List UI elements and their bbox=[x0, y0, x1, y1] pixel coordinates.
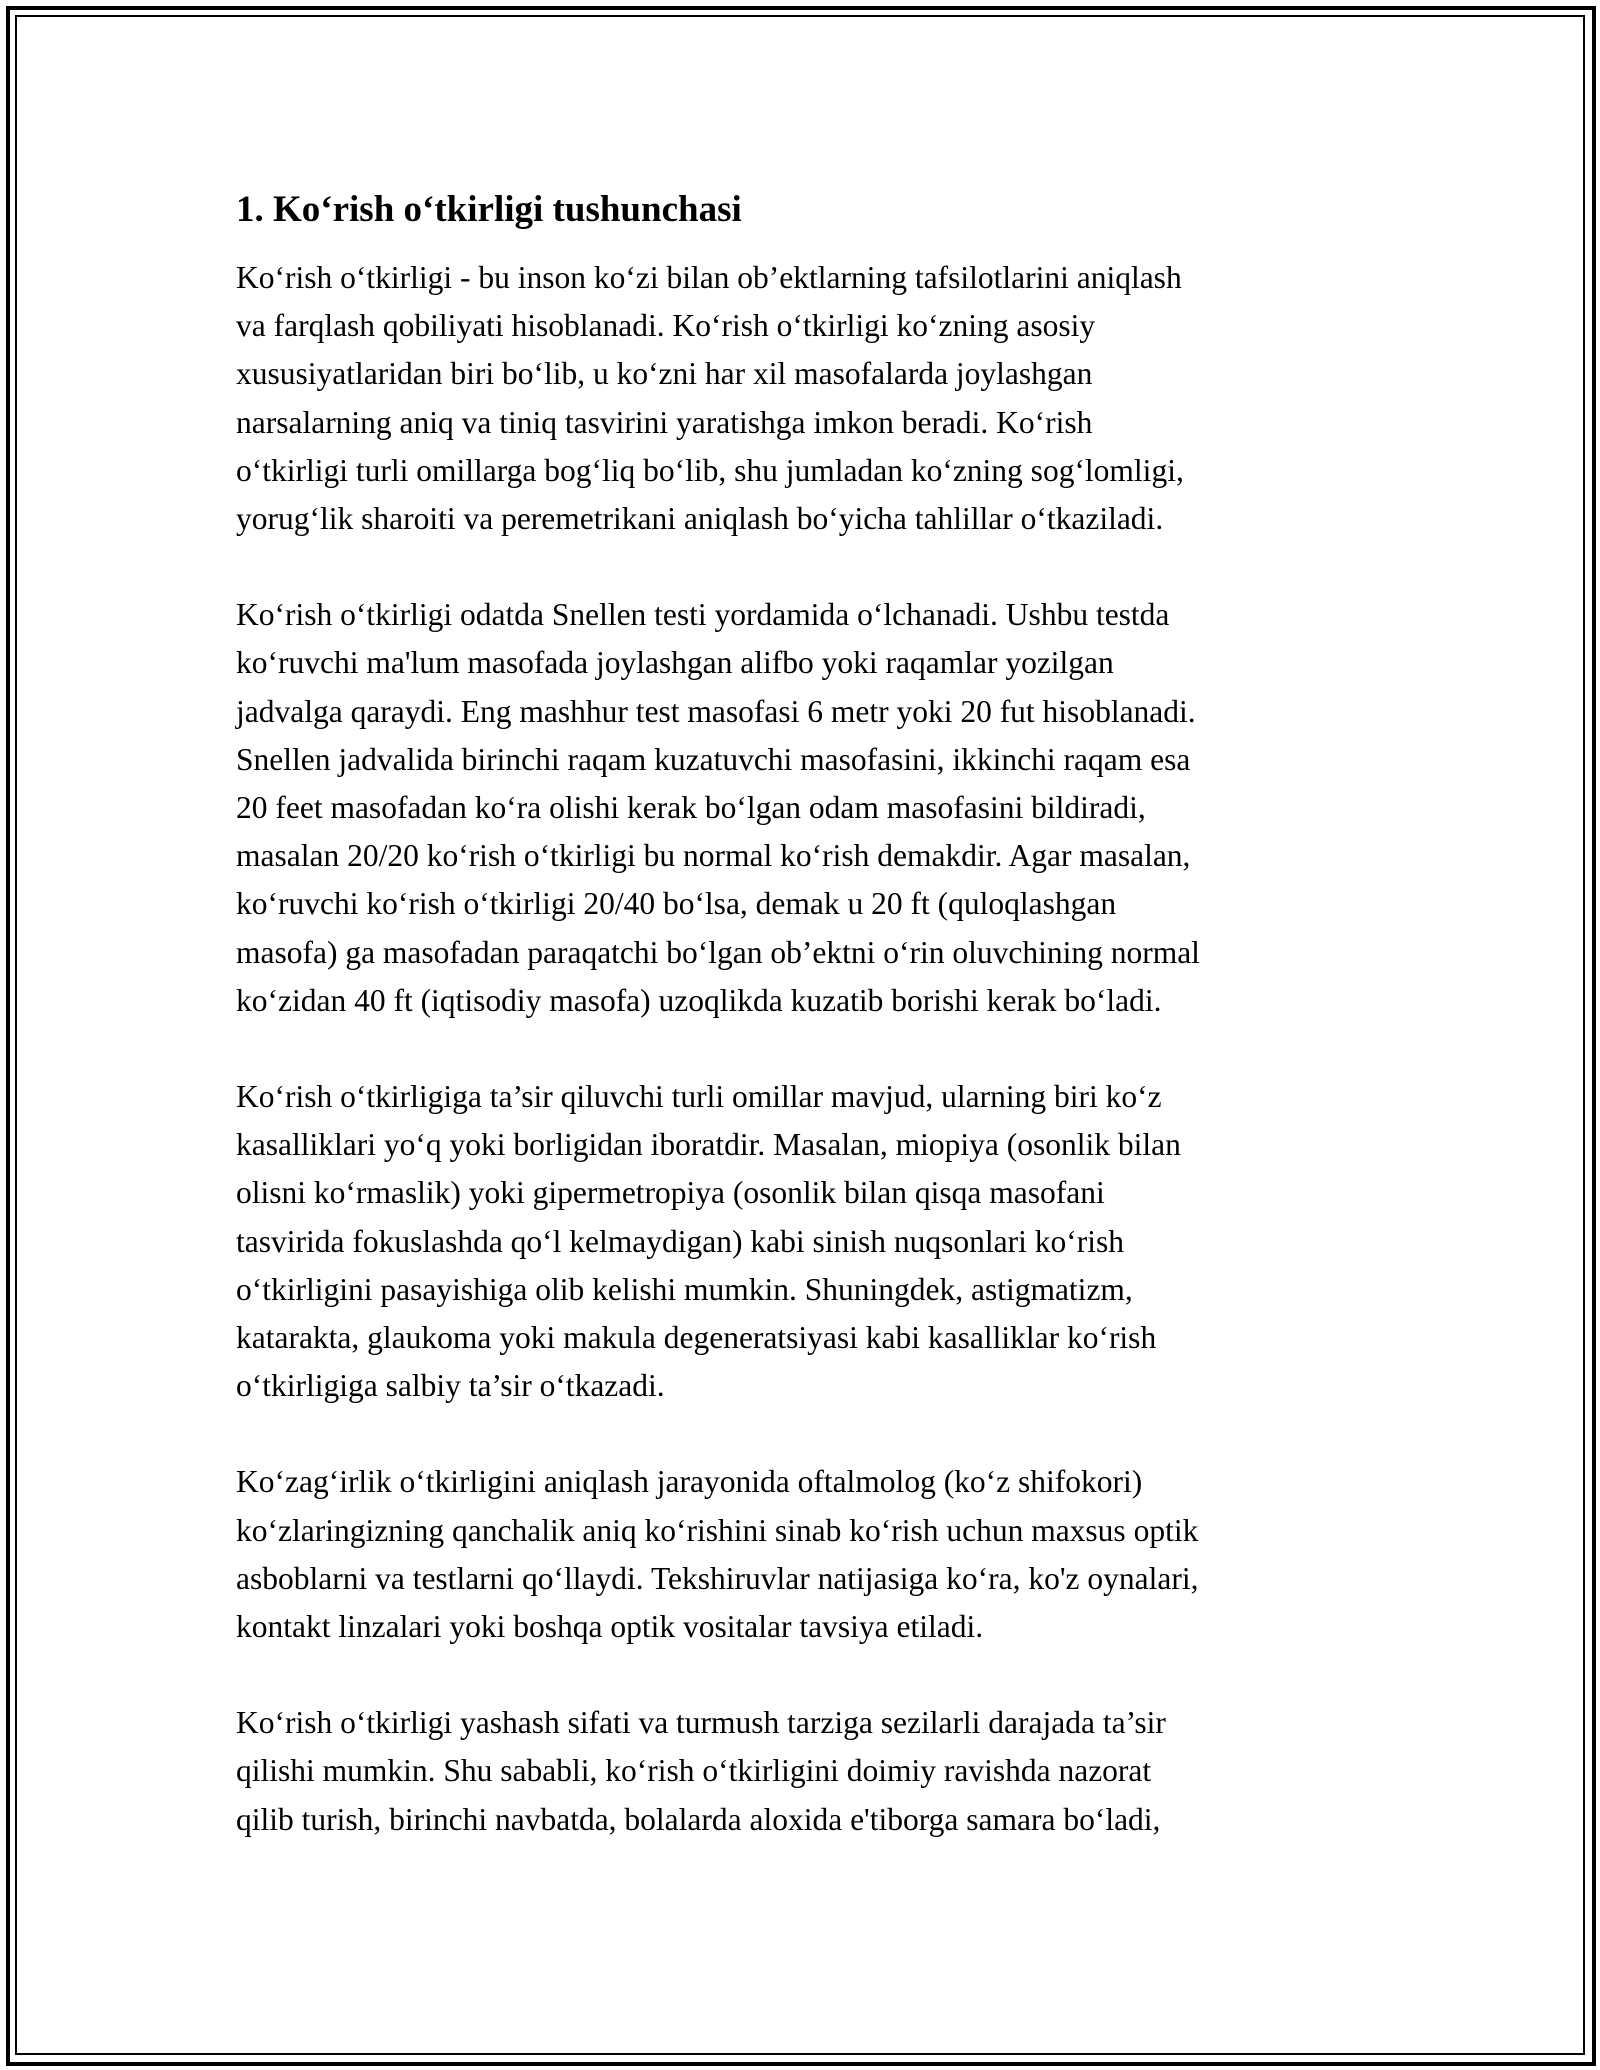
text-line: kasalliklari yo‘q yoki borligidan iboratdir. Masalan, miopiya (osonlik bilan bbox=[236, 1127, 1181, 1163]
paragraph-3 bbox=[236, 1073, 1364, 1410]
text-line: narsalarning aniq va tiniq tasvirini yaratishga imkon beradi. Ko‘rish bbox=[236, 404, 1093, 440]
text-line: olisni ko‘rmaslik) yoki gipermetropiya (osonlik bilan qisqa masofani bbox=[236, 1175, 1105, 1211]
text-line: Ko‘rish o‘tkirligi - bu inson ko‘zi bilan ob’ektlarning tafsilotlarini aniqlash bbox=[236, 260, 1182, 295]
text-line: jadvalga qaraydi. Eng mashhur test masofasi 6 metr yoki 20 fut hisoblanadi. bbox=[236, 693, 1196, 729]
text-line: yorug‘lik sharoiti va peremetrikani aniqlash bo‘yicha tahlillar o‘tkaziladi. bbox=[236, 501, 1164, 537]
text-line: katarakta, glaukoma yoki makula degeneratsiyasi kabi kasalliklar ko‘rish bbox=[236, 1320, 1157, 1356]
text-line: kontakt linzalari yoki boshqa optik vositalar tavsiya etiladi. bbox=[236, 1609, 984, 1645]
text-line: ko‘ruvchi ma'lum masofada joylashgan alifbo yoki raqamlar yozilgan bbox=[236, 645, 1114, 681]
document-body bbox=[236, 186, 1364, 1892]
text-line: Ko‘rish o‘tkirligiga ta’sir qiluvchi turli omillar mavjud, ularning biri ko‘z bbox=[236, 1079, 1162, 1115]
text-line: Ko‘rish o‘tkirligi odatda Snellen testi yordamida o‘lchanadi. Ushbu testda bbox=[236, 597, 1170, 633]
paragraph-list bbox=[236, 254, 1364, 1844]
text-line: 20 feet masofadan ko‘ra olishi kerak bo‘lgan odam masofasini bildiradi, bbox=[236, 790, 1146, 826]
section-heading: 1. Ko‘rish o‘tkirligi tushunchasi bbox=[236, 189, 742, 230]
text-line: ko‘zlaringizning qanchalik aniq ko‘rishini sinab ko‘rish uchun maxsus optik bbox=[236, 1512, 1199, 1548]
text-line: o‘tkirligiga salbiy ta’sir o‘tkazadi. bbox=[236, 1368, 665, 1404]
text-line: masofa) ga masofadan paraqatchi bo‘lgan ob’ektni o‘rin oluvchining normal bbox=[236, 934, 1200, 970]
text-line: tasvirida fokuslashda qo‘l kelmaydigan) kabi sinish nuqsonlari ko‘rish bbox=[236, 1223, 1124, 1259]
text-line: xususiyatlaridan biri bo‘lib, u ko‘zni har xil masofalarda joylashgan bbox=[236, 356, 1093, 392]
text-line: va farqlash qobiliyati hisoblanadi. Ko‘rish o‘tkirligi ko‘zning asosiy bbox=[236, 308, 1096, 344]
paragraph-2 bbox=[236, 591, 1364, 1025]
text-line: o‘tkirligi turli omillarga bog‘liq bo‘lib, shu jumladan ko‘zning sog‘lomligi, bbox=[236, 452, 1184, 488]
text-line: ko‘zidan 40 ft (iqtisodiy masofa) uzoqlikda kuzatib borishi kerak bo‘ladi. bbox=[236, 982, 1162, 1018]
text-line: qilib turish, birinchi navbatda, bolalarda aloxida e'tiborga samara bo‘ladi, bbox=[236, 1801, 1161, 1837]
text-line: Ko‘rish o‘tkirligi yashash sifati va turmush tarziga sezilarli darajada ta’sir bbox=[236, 1705, 1166, 1741]
text-line: Snellen jadvalida birinchi raqam kuzatuvchi masofasini, ikkinchi raqam esa bbox=[236, 741, 1191, 777]
text-line: asboblarni va testlarni qo‘llaydi. Tekshiruvlar natijasiga ko‘ra, ko'z oynalari, bbox=[236, 1560, 1199, 1596]
paragraph-1 bbox=[236, 254, 1364, 543]
text-line: ko‘ruvchi ko‘rish o‘tkirligi 20/40 bo‘lsa, demak u 20 ft (quloqlashgan bbox=[236, 886, 1117, 922]
paragraph-5 bbox=[236, 1699, 1364, 1844]
text-line: masalan 20/20 ko‘rish o‘tkirligi bu normal ko‘rish demakdir. Agar masalan, bbox=[236, 838, 1191, 874]
text-line: qilishi mumkin. Shu sababli, ko‘rish o‘tkirligini doimiy ravishda nazorat bbox=[236, 1753, 1152, 1789]
text-line: o‘tkirligini pasayishiga olib kelishi mumkin. Shuningdek, astigmatizm, bbox=[236, 1271, 1133, 1307]
text-line: Ko‘zag‘irlik o‘tkirligini aniqlash jarayonida oftalmolog (ko‘z shifokori) bbox=[236, 1464, 1143, 1500]
paragraph-4 bbox=[236, 1458, 1364, 1651]
